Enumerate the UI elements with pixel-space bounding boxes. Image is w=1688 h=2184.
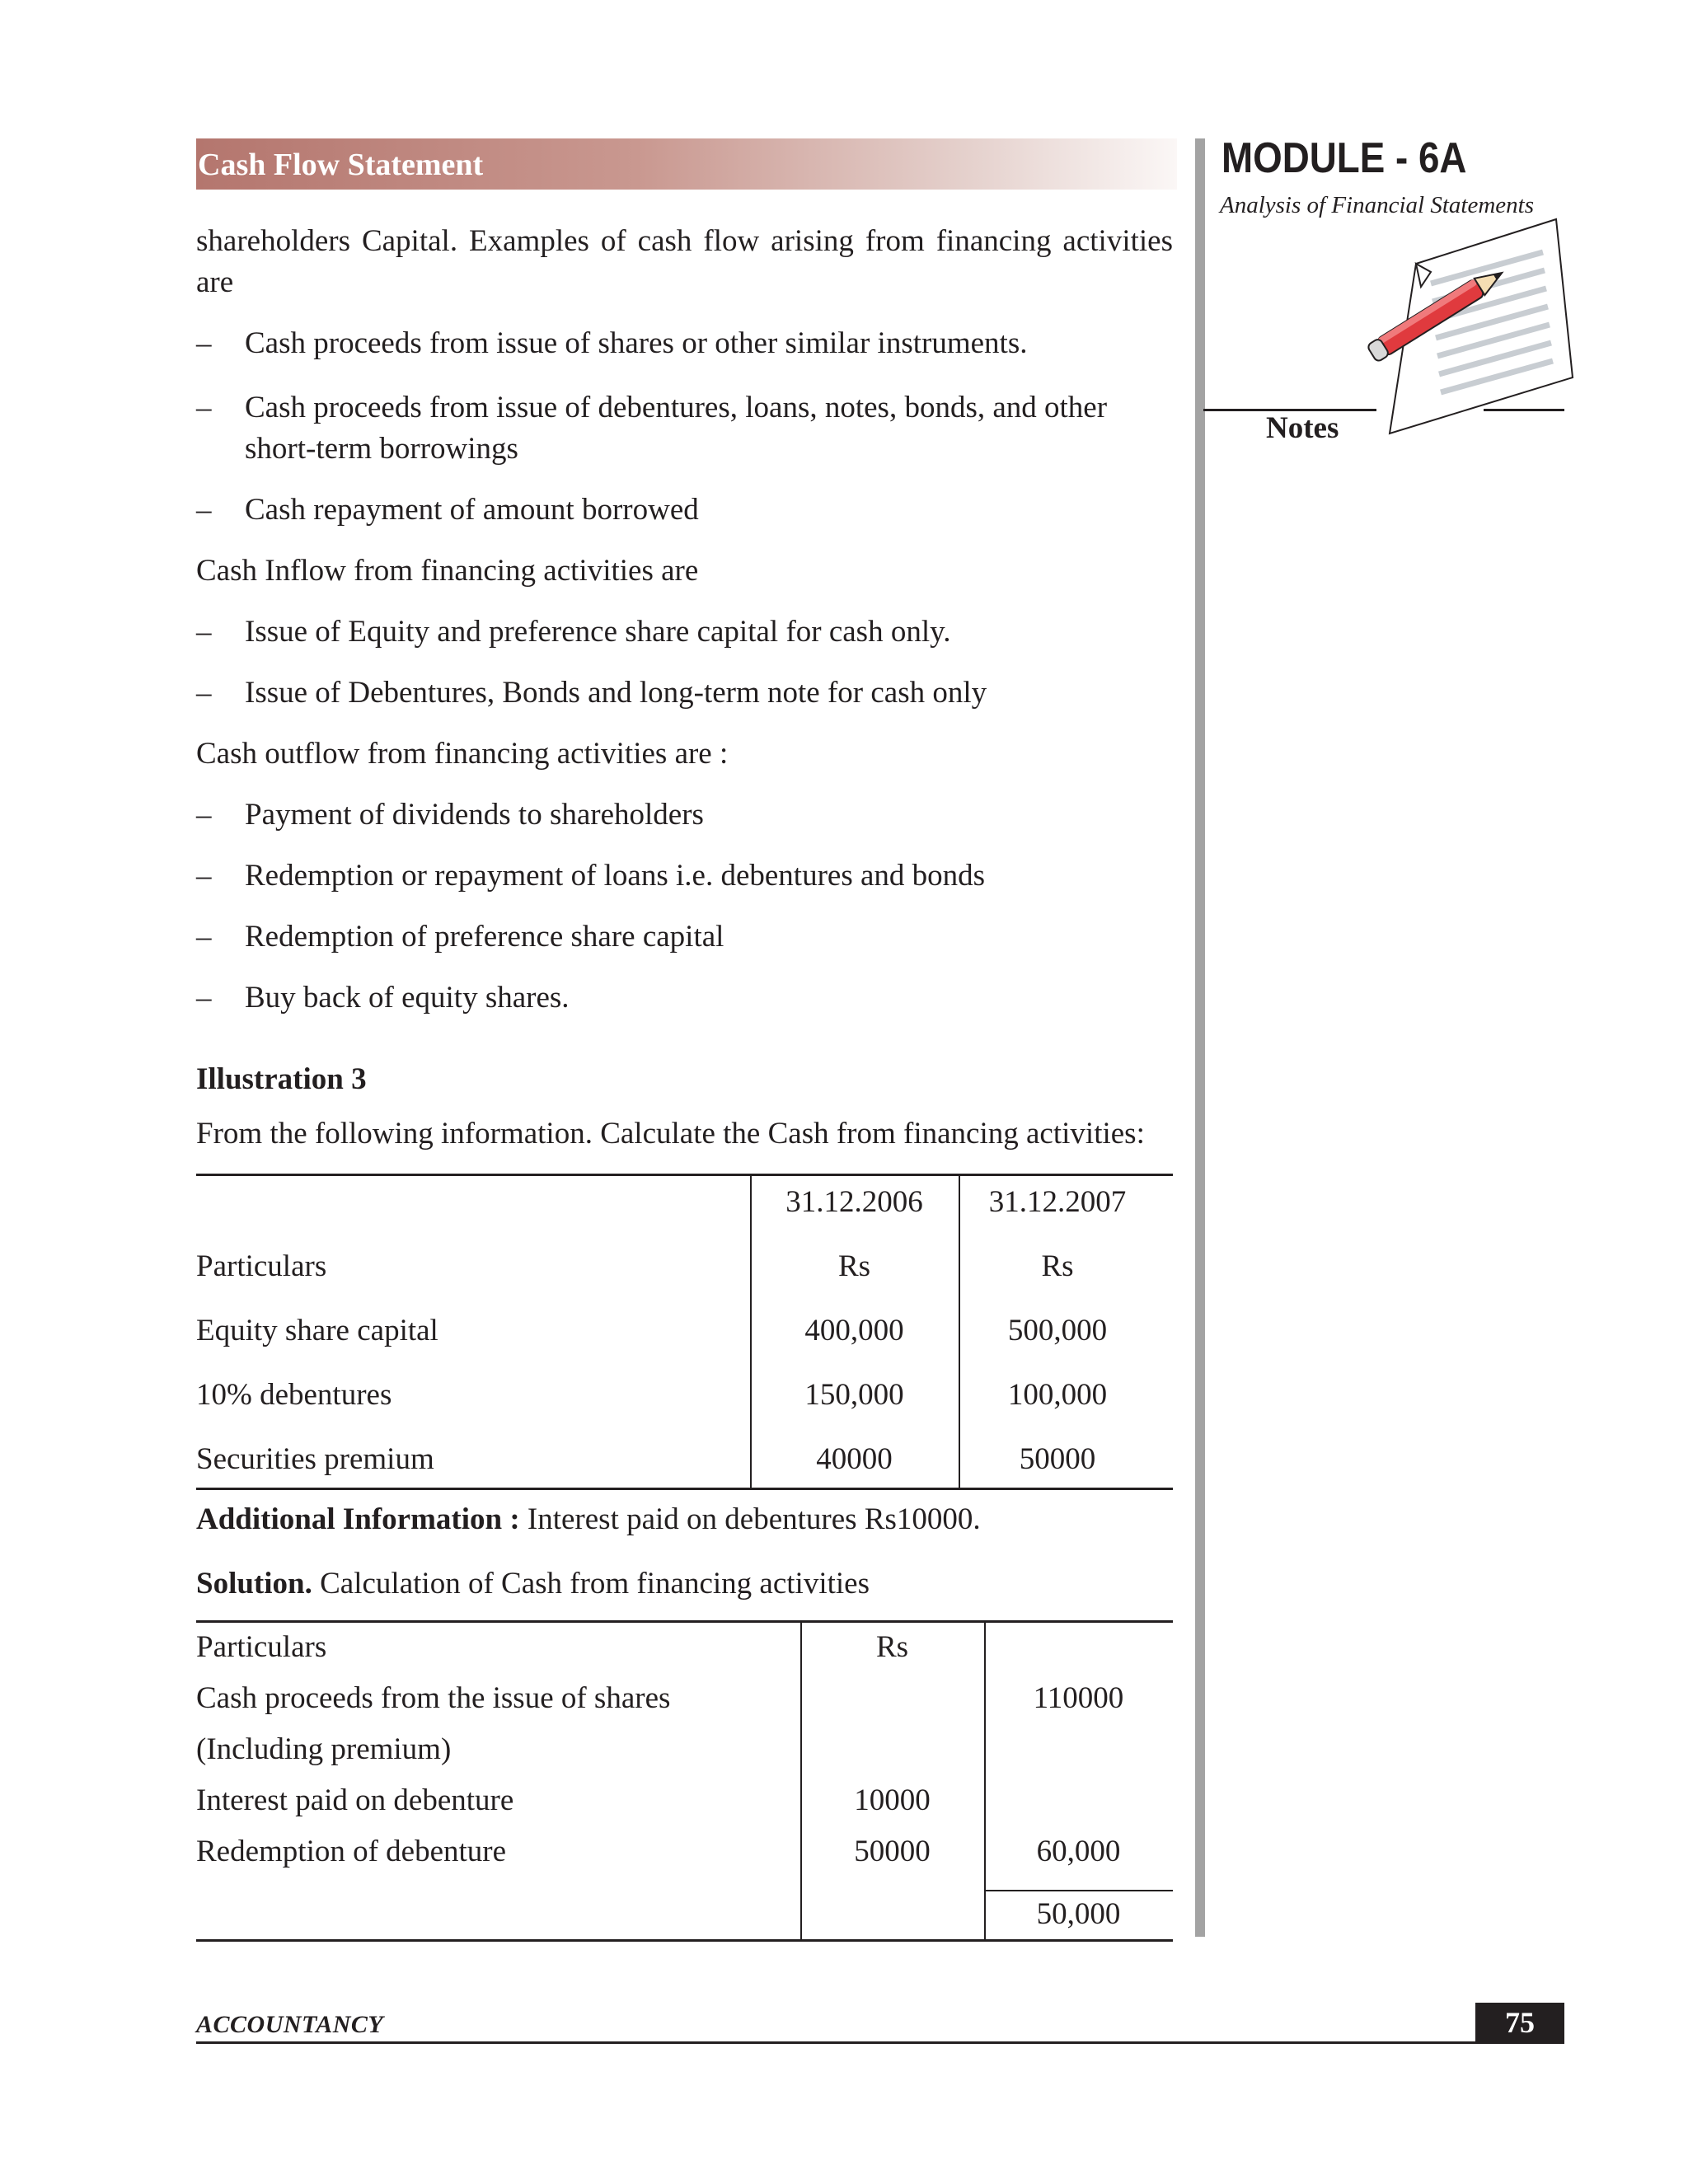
currency-header: Rs — [837, 1249, 871, 1283]
cell-value: 150,000 — [804, 1378, 904, 1412]
column-divider — [800, 1623, 802, 1939]
notepad-pencil-icon — [1352, 216, 1582, 459]
list-item — [196, 673, 1173, 714]
cell-amount: 60,000 — [1036, 1835, 1121, 1868]
list-item-text: Payment of dividends to shareholders — [245, 798, 704, 832]
particulars-header: Particulars — [196, 1630, 327, 1664]
list-item — [196, 323, 1173, 364]
currency-header: Rs — [1041, 1249, 1074, 1283]
dash-bullet: – — [196, 326, 212, 360]
list-item-text: Buy back of equity shares. — [245, 981, 570, 1015]
row-label: Interest paid on debenture — [196, 1783, 514, 1817]
list-item-text: Cash repayment of amount borrowed — [245, 493, 699, 527]
illustration-table — [196, 1174, 1173, 1490]
list-item — [196, 794, 1173, 836]
list-item — [196, 977, 1173, 1019]
solution-label: Solution. — [196, 1567, 312, 1601]
additional-information — [196, 1502, 981, 1537]
row-label: 10% debentures — [196, 1378, 392, 1412]
section-header-band — [196, 138, 1177, 190]
body-text — [196, 221, 1173, 1019]
cell-value: 50000 — [854, 1835, 931, 1868]
cell-value: 100,000 — [1007, 1378, 1108, 1412]
dash-bullet: – — [196, 391, 212, 424]
section-title: Cash Flow Statement — [198, 148, 484, 182]
list-item-text: Issue of Debentures, Bonds and long-term note for cash only — [245, 676, 987, 710]
illustration-text: From the following information. Calculate the Cash from financing activities: — [196, 1117, 1145, 1151]
list-item-text: Redemption or repayment of loans i.e. debentures and bonds — [245, 859, 986, 893]
list-item-text: Issue of Equity and preference share capital for cash only. — [245, 615, 951, 649]
dash-bullet: – — [196, 859, 212, 893]
cell-value: 400,000 — [804, 1314, 904, 1347]
cell-amount: 110000 — [1033, 1681, 1124, 1715]
row-label: Equity share capital — [196, 1314, 438, 1347]
column-divider — [984, 1623, 986, 1939]
list-item — [196, 387, 1173, 470]
footer-rule — [196, 2041, 1564, 2044]
outflow-heading: Cash outflow from financing activities are : — [196, 737, 729, 771]
solution-text: Calculation of Cash from financing activities — [320, 1567, 870, 1601]
module-subtitle: Analysis of Financial Statements — [1220, 192, 1534, 218]
inflow-heading: Cash Inflow from financing activities are — [196, 554, 699, 588]
cell-value: 40000 — [816, 1442, 893, 1476]
cell-value: 500,000 — [1007, 1314, 1108, 1347]
particulars-header: Particulars — [196, 1249, 327, 1283]
dash-bullet: – — [196, 493, 212, 527]
row-label: Securities premium — [196, 1442, 434, 1476]
dash-bullet: – — [196, 676, 212, 710]
cell-value: 50000 — [1019, 1442, 1096, 1476]
row-label: (Including premium) — [196, 1732, 452, 1766]
list-item-text: Cash proceeds from issue of debentures, loans, notes, bonds, and other short-term borrowings — [245, 391, 1108, 466]
dash-bullet: – — [196, 920, 212, 954]
module-title: MODULE - 6A — [1221, 134, 1467, 182]
solution-heading — [196, 1566, 870, 1601]
illustration-title: Illustration 3 — [196, 1062, 367, 1096]
row-label: Cash proceeds from the issue of shares — [196, 1681, 671, 1715]
dash-bullet: – — [196, 981, 212, 1015]
list-item — [196, 490, 1173, 531]
net-total: 50,000 — [1036, 1897, 1121, 1931]
dash-bullet: – — [196, 615, 212, 649]
subtotal-rule — [984, 1890, 1173, 1891]
notes-label: Notes — [1266, 411, 1339, 445]
list-item — [196, 855, 1173, 897]
currency-header: Rs — [875, 1630, 909, 1664]
list-item-text: Cash proceeds from issue of shares or other similar instruments. — [245, 326, 1028, 360]
intro-paragraph: shareholders Capital. Examples of cash flow arising from financing activities are — [196, 224, 1173, 299]
list-item — [196, 916, 1173, 958]
solution-table — [196, 1620, 1173, 1942]
additional-label: Additional Information : — [196, 1502, 520, 1536]
column-header-date: 31.12.2006 — [785, 1185, 923, 1219]
notes-rule-right — [1484, 409, 1564, 411]
page-number: 75 — [1475, 2003, 1564, 2042]
additional-text: Interest paid on debentures Rs10000. — [527, 1502, 981, 1536]
column-header-date: 31.12.2007 — [988, 1185, 1127, 1219]
list-item — [196, 612, 1173, 653]
dash-bullet: – — [196, 798, 212, 832]
footer-subject: ACCOUNTANCY — [196, 2011, 384, 2038]
list-item-text: Redemption of preference share capital — [245, 920, 724, 954]
cell-value: 10000 — [854, 1783, 931, 1817]
row-label: Redemption of debenture — [196, 1835, 507, 1868]
